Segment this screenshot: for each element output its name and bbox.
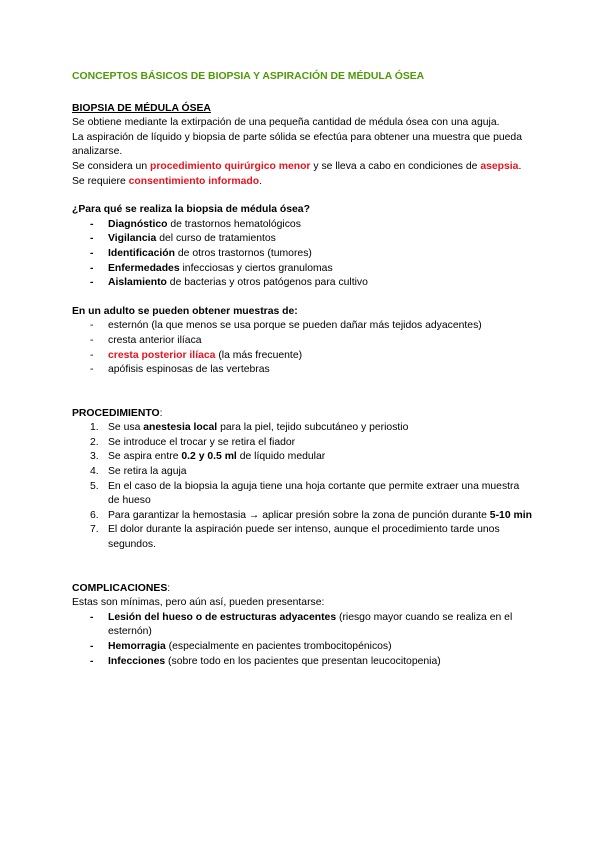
item-desc: (especialmente en pacientes trombocitopénicos) (165, 641, 392, 652)
highlight-cresta-posterior: cresta posterior ilíaca (108, 349, 216, 361)
text-run: . (259, 175, 262, 187)
item-term: Identificación (108, 247, 175, 259)
list-item (72, 262, 532, 277)
item-desc: infecciosas y ciertos granulomas (179, 262, 333, 274)
text-run: Se aspira entre (108, 451, 182, 463)
para-que-heading: ¿Para qué se realiza la biopsia de médula ósea? (72, 204, 310, 216)
adulto-list (72, 319, 532, 377)
adulto-heading: En un adulto se pueden obtener muestras de: (72, 305, 298, 317)
complicaciones-intro: Estas son mínimas, pero aún así, pueden presentarse: (72, 597, 325, 609)
item-desc: (riesgo mayor cuando se realiza en el esternón) (108, 611, 513, 638)
biopsia-heading: BIOPSIA DE MÉDULA ÓSEA (72, 102, 211, 114)
biopsia-paragraph-3 (72, 160, 532, 175)
biopsia-paragraph-1: Se obtiene mediante la extirpación de una pequeña cantidad de médula ósea con una aguja. (72, 117, 500, 129)
item-term: Infecciones (108, 655, 166, 667)
highlight-asepsia: asepsia (480, 160, 519, 172)
step-number: 2. (90, 436, 99, 448)
text-bold: anestesia local (143, 422, 218, 434)
list-item (72, 349, 532, 364)
text-run: Se considera un (72, 160, 150, 172)
step-item (72, 509, 532, 524)
highlight-procedimiento: procedimiento quirúrgico menor (149, 160, 311, 172)
item-term: Hemorragia (108, 641, 166, 652)
text-run: Se retira la aguja (108, 466, 187, 478)
heading-colon: : (159, 407, 163, 419)
item-desc: (sobre todo en los pacientes que presentan leucocitopenia) (165, 655, 441, 667)
item-desc: de trastornos hematológicos (167, 218, 301, 230)
item-term: Vigilancia (108, 233, 157, 245)
step-item (72, 421, 532, 436)
step-item (72, 465, 532, 480)
list-item (72, 232, 532, 247)
complicaciones-list (72, 611, 532, 669)
list-item (72, 276, 532, 291)
list-item: - cresta anterior ilíaca (72, 334, 532, 349)
list-item (72, 640, 532, 655)
step-number: 5. (90, 480, 99, 492)
list-item (72, 247, 532, 262)
item-term: Aislamiento (108, 277, 167, 289)
list-item (72, 218, 532, 233)
document-title: CONCEPTOS BÁSICOS DE BIOPSIA Y ASPIRACIÓN DE MÉDULA ÓSEA (72, 71, 425, 82)
step-number: 7. (90, 524, 99, 536)
heading-text: COMPLICACIONES (72, 582, 168, 594)
text-run: . (518, 160, 522, 172)
heading-colon: : (167, 582, 171, 594)
text-run: de líquido medular (236, 451, 326, 463)
text-run: En el caso de la biopsia la aguja tiene una hoja cortante que permite extraer una muestra de hueso (108, 480, 520, 507)
text-bold: 0.2 y 0.5 ml (181, 451, 237, 463)
procedimiento-steps (72, 421, 532, 552)
text-run: para la piel, tejido subcutáneo y periostio (217, 422, 409, 434)
text-bold: 5-10 min (489, 509, 532, 521)
list-item (72, 611, 532, 640)
biopsia-paragraph-2: La aspiración de líquido y biopsia de parte sólida se efectúa para obtener una muestra que pueda analizarse. (72, 131, 522, 158)
heading-text: PROCEDIMIENTO (72, 407, 160, 419)
biopsia-paragraph-4 (72, 175, 532, 190)
step-number: 3. (90, 451, 99, 463)
item-desc: del curso de tratamientos (156, 233, 276, 245)
step-number: 1. (90, 422, 99, 434)
list-item (72, 655, 532, 670)
step-item (72, 450, 532, 465)
step-item (72, 480, 532, 509)
step-item (72, 523, 532, 552)
item-desc: (la más frecuente) (215, 349, 303, 361)
text-run: y se lleva a cabo en condiciones de (310, 160, 481, 172)
para-que-list (72, 218, 532, 291)
step-number: 4. (90, 466, 99, 478)
item-term: Diagnóstico (108, 218, 168, 230)
text-run: Se introduce el trocar y se retira el fiador (108, 436, 296, 448)
text-run: Se usa (108, 422, 144, 434)
complicaciones-heading (72, 582, 532, 597)
text-run: Se requiere (72, 175, 129, 187)
highlight-consentimiento: consentimiento informado (128, 175, 260, 187)
step-number: 6. (90, 509, 99, 521)
list-item: - apófisis espinosas de las vertebras (72, 363, 532, 378)
text-run: Para garantizar la hemostasia → aplicar presión sobre la zona de punción durante (108, 509, 490, 521)
procedimiento-heading (72, 407, 532, 422)
item-desc: de bacterias y otros patógenos para cultivo (166, 277, 368, 289)
item-term: Lesión del hueso o de estructuras adyacentes (108, 611, 337, 623)
item-desc: de otros trastornos (tumores) (174, 247, 312, 259)
step-item (72, 436, 532, 451)
item-term: Enfermedades (108, 262, 180, 274)
text-run: El dolor durante la aspiración puede ser intenso, aunque el procedimiento tarde unos segundos. (108, 524, 500, 551)
document-page (72, 70, 532, 669)
list-item: - esternón (la que menos se usa porque se pueden dañar más tejidos adyacentes) (72, 319, 532, 334)
